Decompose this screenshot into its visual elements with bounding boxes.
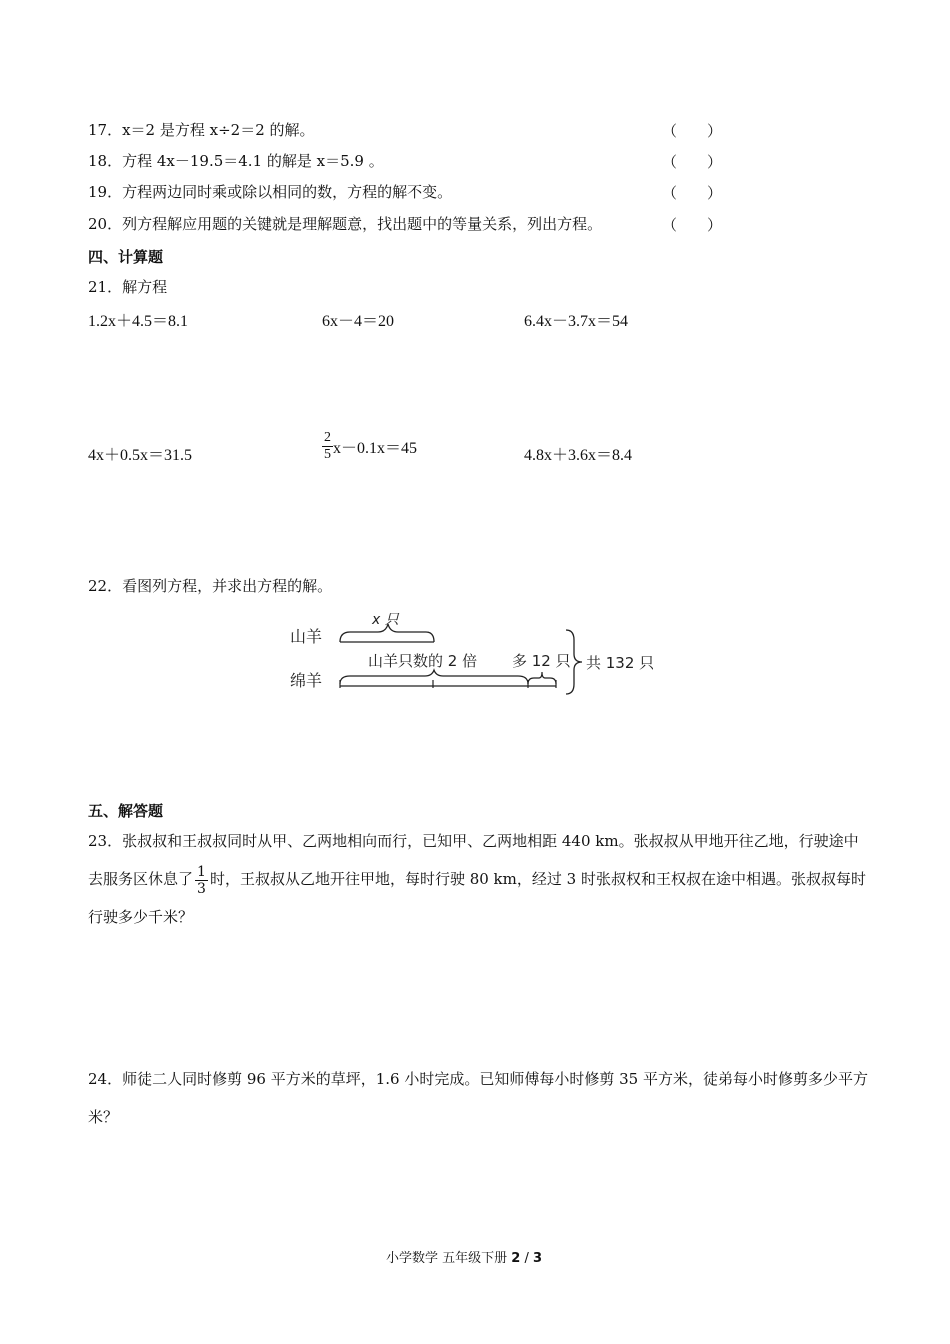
q17-statement: x＝2 是方程 x÷2＝2 的解。 — [122, 121, 315, 139]
section-4-title: 四、计算题 — [88, 248, 164, 266]
equation-6: 4.8x＋3.6x＝8.4 — [524, 447, 633, 464]
q21-label: 21．解方程 — [88, 278, 168, 296]
q17-answer-paren: （ ） — [662, 122, 723, 140]
q17-text — [88, 120, 315, 140]
q19-text — [88, 182, 452, 202]
q22-label: 22．看图列方程，并求出方程的解。 — [88, 577, 333, 595]
q20-number: 20． — [88, 215, 123, 233]
section-5-title: 五、解答题 — [88, 802, 164, 820]
fraction-denominator: 5 — [324, 447, 331, 462]
page-footer — [386, 1247, 542, 1266]
q18-number: 18． — [88, 152, 123, 170]
equation-5-rest: x－0.1x＝45 — [333, 440, 418, 457]
q23-frac-numerator: 1 — [197, 863, 206, 880]
double-label: 山羊只数的 2 倍 — [368, 652, 478, 670]
q18-answer-paren: （ ） — [662, 153, 723, 171]
more-label: 多 12 只 — [512, 652, 571, 670]
footer-page-total: 3 — [532, 1251, 543, 1266]
equation-1: 1.2x＋4.5＝8.1 — [88, 313, 189, 330]
double-brace — [340, 670, 528, 684]
total-label: 共 132 只 — [586, 654, 655, 672]
footer-course: 小学数学 五年级下册 — [386, 1251, 512, 1266]
q24-text: 24．师徒二人同时修剪 96 平方米的草坪，1.6 小时完成。已知师傅每小时修剪 35 平方米，徒弟每小时修剪多少平方米？ — [88, 1070, 868, 1126]
q20-answer-paren: （ ） — [662, 216, 723, 234]
sheep-label: 绵羊 — [290, 671, 323, 690]
q23-text — [88, 822, 868, 936]
equation-5 — [322, 430, 417, 463]
q19-number: 19． — [88, 183, 123, 201]
q18-text — [88, 151, 384, 171]
q23-frac-denominator: 3 — [197, 880, 206, 897]
line-segment-diagram — [290, 604, 670, 700]
goat-label: 山羊 — [290, 627, 323, 646]
footer-page-number: 2 — [511, 1251, 521, 1266]
q19-statement: 方程两边同时乘或除以相同的数，方程的解不变。 — [122, 183, 453, 201]
fraction-numerator: 2 — [324, 430, 331, 445]
q20-text — [88, 214, 602, 234]
equation-4: 4x＋0.5x＝31.5 — [88, 447, 193, 464]
q23-part2: 时，王叔叔从乙地开往甲地，每时行驶 80 km，经过 3 时张叔权和王权叔在途中相遇。张叔叔每时行驶多少千米？ — [88, 870, 866, 926]
q20-statement: 列方程解应用题的关键就是理解题意，找出题中的等量关系，列出方程。 — [122, 215, 603, 233]
goat-brace — [340, 624, 434, 642]
equation-5-fraction — [322, 430, 333, 463]
q23-fraction — [195, 864, 208, 897]
q19-answer-paren: （ ） — [662, 184, 723, 202]
equation-2: 6x－4＝20 — [322, 313, 395, 330]
more-brace — [528, 672, 556, 684]
footer-separator: / — [520, 1251, 533, 1266]
q17-number: 17． — [88, 121, 123, 139]
q23-part1: 23．张叔叔和王叔叔同时从甲、乙两地相向而行，已知甲、乙两地相距 440 km。张叔叔从甲地开往乙地，行驶途中去服务区休息了 — [88, 832, 859, 888]
x-label: x 只 — [372, 612, 399, 628]
equation-3: 6.4x－3.7x＝54 — [524, 313, 629, 330]
q18-statement: 方程 4x－19.5＝4.1 的解是 x＝5.9 。 — [122, 152, 384, 170]
